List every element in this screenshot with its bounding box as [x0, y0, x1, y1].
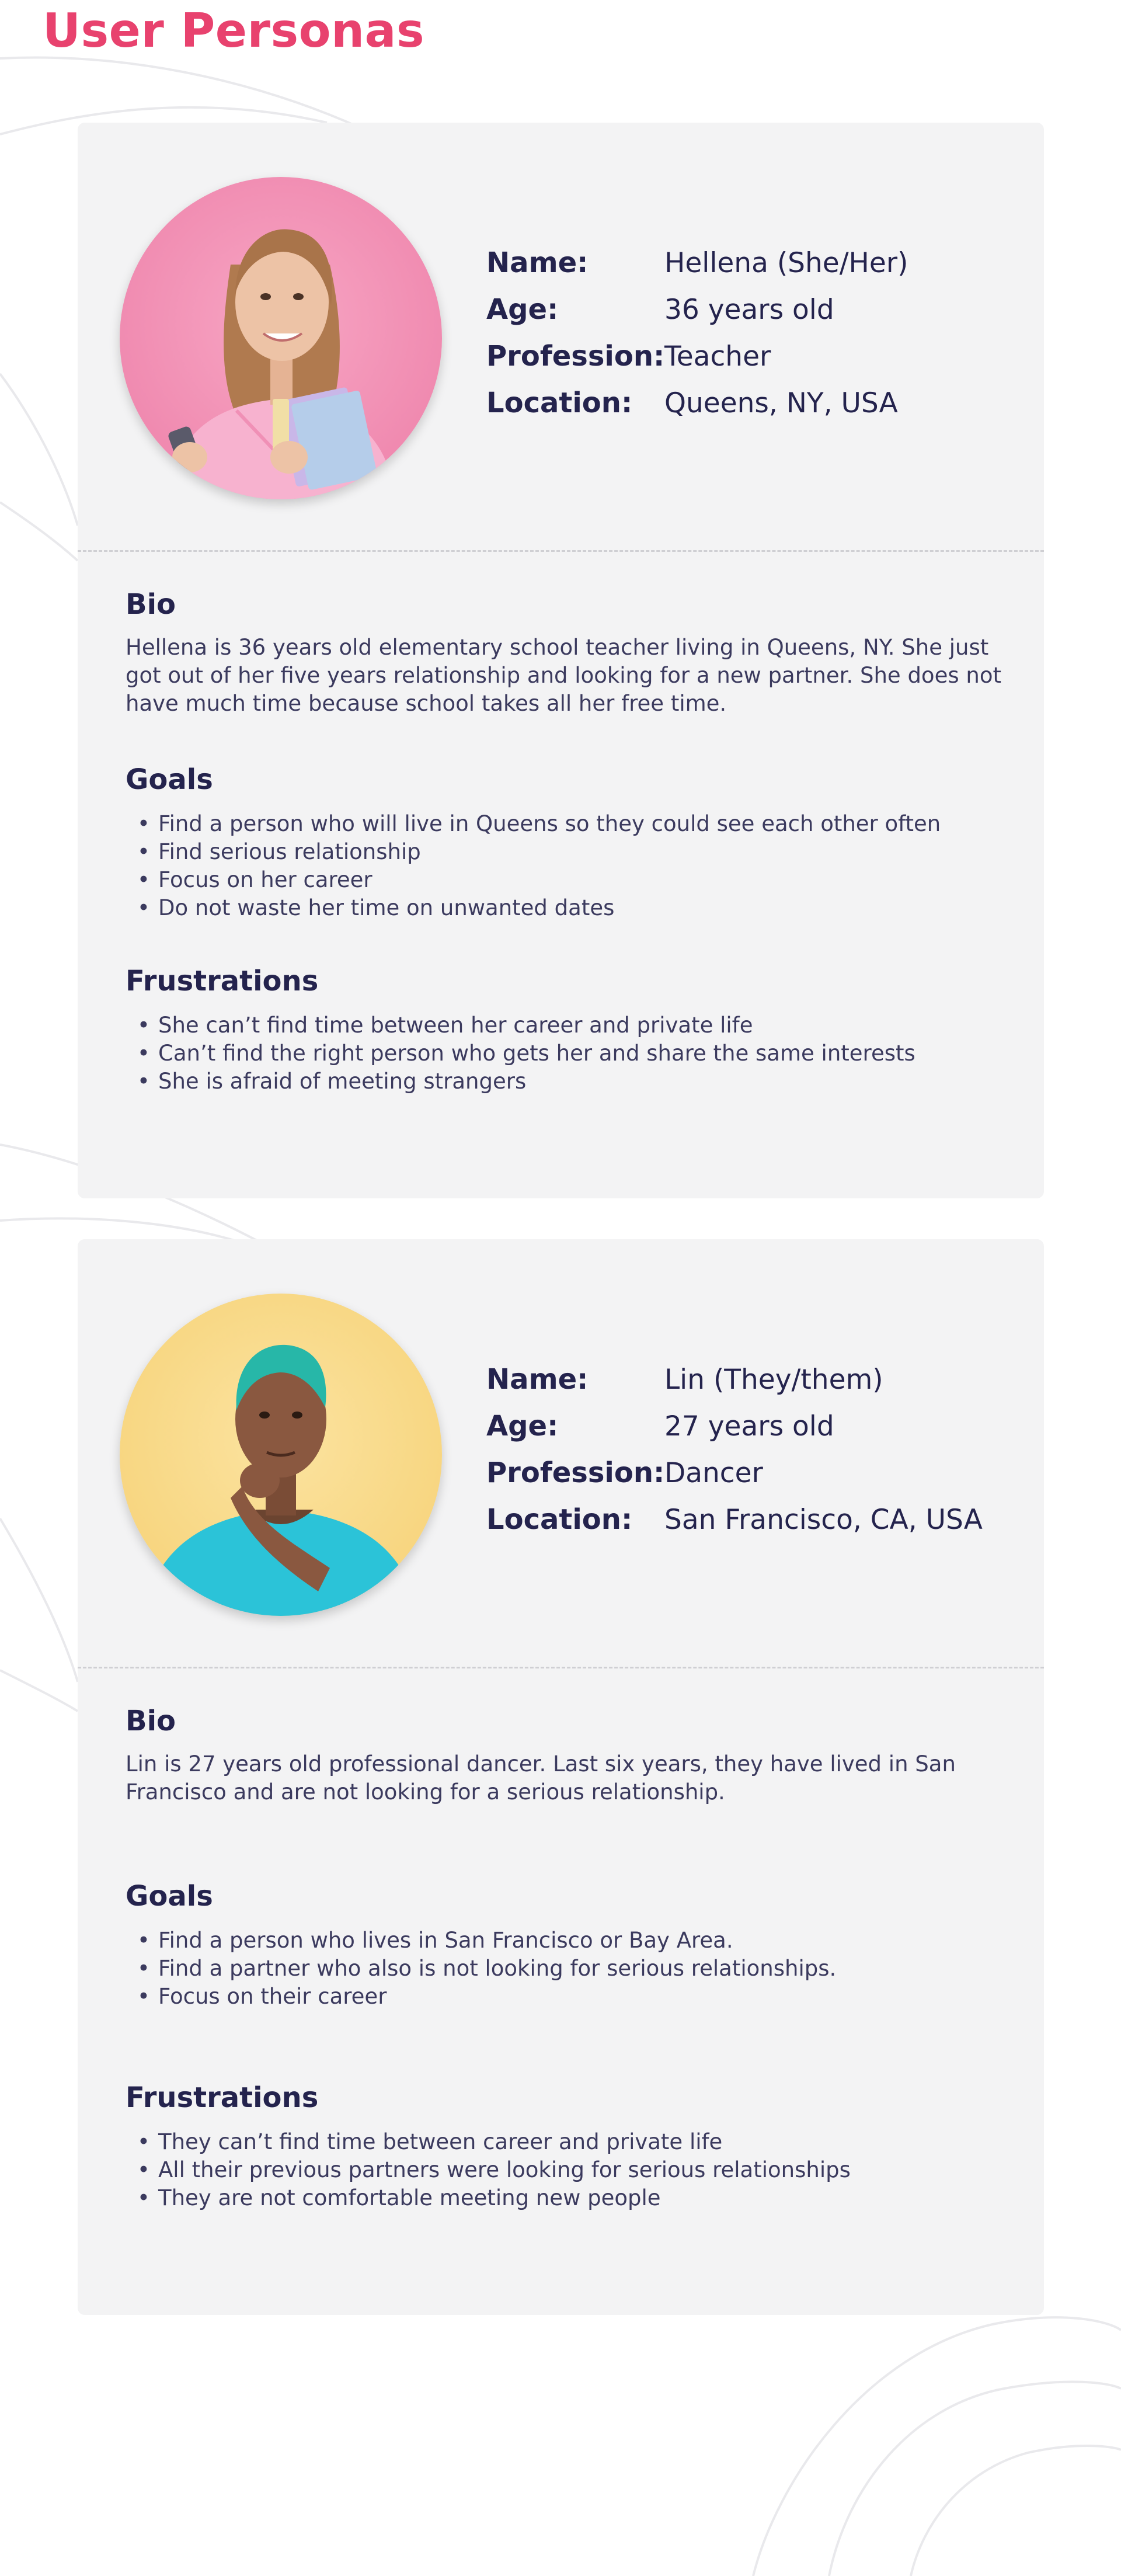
name-label: Name:: [486, 246, 589, 279]
goals-heading: Goals: [126, 1880, 213, 1913]
section-divider: [78, 550, 1044, 552]
list-item: • She is afraid of meeting strangers: [126, 1068, 1001, 1096]
woman-with-books-photo: [120, 177, 442, 499]
location-value: San Francisco, CA, USA: [664, 1503, 983, 1536]
section-divider: [78, 1667, 1044, 1668]
list-item: • Focus on her career: [126, 866, 1001, 894]
list-item: • Find a partner who also is not looking for serious relationships.: [126, 1955, 1001, 1983]
list-item: • They can’t find time between career and private life: [126, 2128, 1001, 2156]
list-item: • Find a person who lives in San Francisco or Bay Area.: [126, 1927, 1001, 1955]
profession-value: Dancer: [664, 1456, 763, 1489]
name-label: Name:: [486, 1363, 589, 1396]
bio-text: Hellena is 36 years old elementary school teacher living in Queens, NY. She just got out of her five years relationship and looking for a new partner. She does not have much time because school takes all her free time.: [126, 635, 1001, 716]
age-label: Age:: [486, 1410, 559, 1442]
persona-card-lin: [78, 1239, 1044, 2315]
name-row: [486, 1356, 983, 1403]
name-value: Lin (They/them): [664, 1363, 883, 1396]
location-value: Queens, NY, USA: [664, 387, 898, 419]
list-item: • They are not comfortable meeting new people: [126, 2184, 1001, 2212]
list-item: • Do not waste her time on unwanted dates: [126, 894, 1001, 922]
frustrations-heading: Frustrations: [126, 965, 319, 997]
list-item: • All their previous partners were looking for serious relationships: [126, 2156, 1001, 2184]
bio-section: [126, 1705, 1001, 1806]
list-item: • Can’t find the right person who gets her and share the same interests: [126, 1040, 1001, 1068]
persona-card-hellena: [78, 123, 1044, 1198]
list-item: • Focus on their career: [126, 1983, 1001, 2011]
profession-row: [486, 333, 908, 380]
age-label: Age:: [486, 293, 559, 326]
bio-section: [126, 588, 1001, 718]
age-row: [486, 1403, 983, 1449]
goals-section: [126, 1880, 1001, 2011]
age-row: [486, 286, 908, 333]
list-item: • Find serious relationship: [126, 838, 1001, 866]
goals-list: [126, 1927, 1001, 2011]
list-item: • She can’t find time between her career and private life: [126, 1011, 1001, 1040]
location-row: [486, 1496, 983, 1543]
profession-value: Teacher: [664, 340, 771, 373]
profession-row: [486, 1449, 983, 1496]
frustrations-list: [126, 2128, 1001, 2212]
name-value: Hellena (She/Her): [664, 246, 908, 279]
goals-section: [126, 763, 1001, 922]
bio-text: Lin is 27 years old professional dancer. Last six years, they have lived in San Francisco and are not looking for a serious relationship.: [126, 1751, 956, 1805]
persona-info: [486, 239, 908, 426]
persona-photo: [120, 177, 442, 499]
persona-photo: [120, 1294, 442, 1616]
name-row: [486, 239, 908, 286]
frustrations-section: [126, 2081, 1001, 2212]
list-item: • Find a person who will live in Queens so they could see each other often: [126, 810, 1001, 838]
frustrations-list: [126, 1011, 1001, 1096]
location-label: Location:: [486, 1503, 633, 1536]
age-value: 27 years old: [664, 1410, 834, 1442]
frustrations-heading: Frustrations: [126, 2081, 319, 2114]
frustrations-section: [126, 965, 1001, 1096]
bio-heading: Bio: [126, 1705, 176, 1737]
location-row: [486, 380, 908, 426]
man-with-teal-hair-photo: [120, 1294, 442, 1616]
location-label: Location:: [486, 387, 633, 419]
age-value: 36 years old: [664, 293, 834, 326]
goals-heading: Goals: [126, 763, 213, 796]
persona-info: [486, 1356, 983, 1543]
profession-label: Profession:: [486, 340, 665, 373]
bio-heading: Bio: [126, 588, 176, 621]
profession-label: Profession:: [486, 1456, 665, 1489]
page-title: User Personas: [43, 4, 425, 58]
goals-list: [126, 810, 1001, 922]
